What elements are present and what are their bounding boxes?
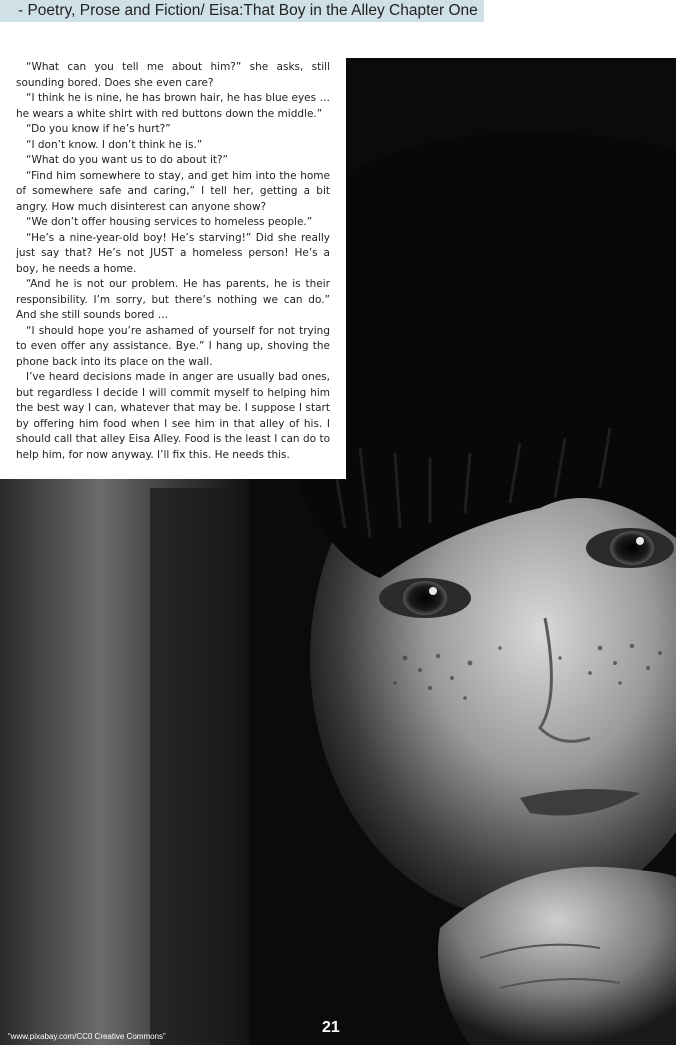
page-header-title: - Poetry, Prose and Fiction/ Eisa:That Boy in the Alley Chapter One: [18, 2, 478, 19]
story-text: [16, 60, 330, 463]
page-number: 21: [322, 1019, 340, 1036]
story-paragraph: “I don’t know. I don’t think he is.”: [26, 138, 203, 151]
story-paragraph: “What can you tell me about him?” she asks, still sounding bored. Does she even care?: [16, 61, 330, 89]
header-band: [0, 0, 484, 22]
story-paragraph: “I think he is nine, he has brown hair, he has blue eyes … he wears a white shirt with red buttons down the middle.”: [16, 92, 330, 120]
story-paragraph: “He’s a nine-year-old boy! He’s starving!” Did she really just say that? He’s not JUST a homeless person! He’s a boy, he needs a home.: [16, 231, 330, 275]
story-paragraph: “What do you want us to do about it?”: [26, 154, 229, 166]
image-credit: “www.pixabay.com/CC0 Creative Commons”: [8, 1032, 166, 1041]
story-paragraph: “Do you know if he’s hurt?”: [26, 123, 171, 135]
story-paragraph: “And he is not our problem. He has parents, he is their responsibility. I’m sorry, but there’s nothing we can do.” And she still sounds bored …: [16, 278, 330, 321]
story-paragraph: “I should hope you’re ashamed of yourself for not trying to even offer any assistance. Bye.” I hang up, shoving the phone back into its place on the wall.: [16, 324, 330, 368]
story-paragraph: “We don’t offer housing services to homeless people.”: [26, 216, 313, 228]
story-paragraph: I’ve heard decisions made in anger are usually bad ones, but regardless I decide I will commit myself to helping him the best way I can, whatever that may be. I suppose I start by offering him food when I see him in that alley of his. I should call that alley Eisa Alley. Food is the least I can do to help him, for now anyway. I’ll fix this. He needs this.: [16, 371, 330, 461]
story-paragraph: “Find him somewhere to stay, and get him into the home of somewhere safe and caring,” I tell her, getting a bit angry. How much disinterest can anyone show?: [16, 169, 330, 213]
